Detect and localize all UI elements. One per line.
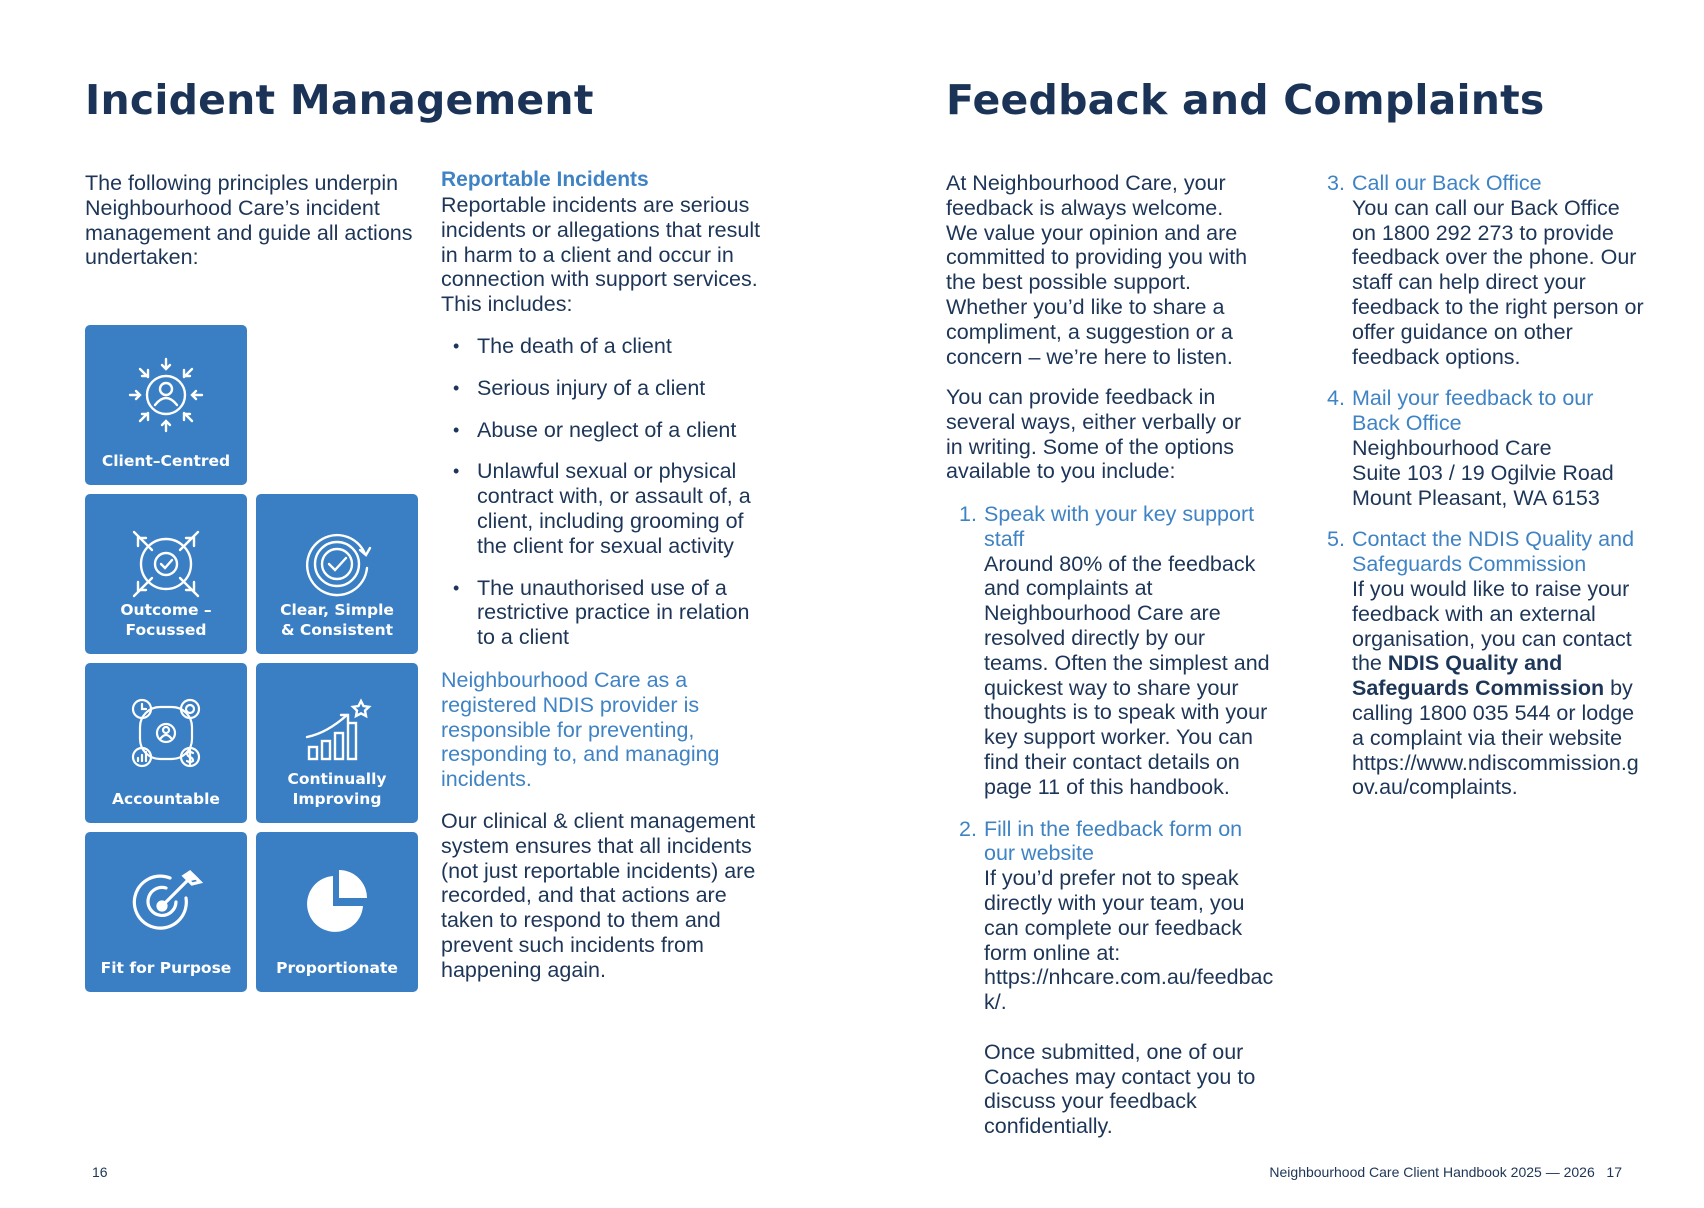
tile-label: Proportionate bbox=[276, 959, 398, 977]
footer-right bbox=[1000, 1164, 1622, 1180]
tile-label: Client–Centred bbox=[101, 452, 231, 470]
page-number-left: 16 bbox=[92, 1164, 108, 1180]
tile-outcome-focussed bbox=[85, 494, 247, 654]
accountable-icon bbox=[126, 693, 206, 773]
reportable-intro: Reportable incidents are serious incidents or allegations that result in harm to a client and occur in connection with support services. This includes: bbox=[441, 193, 761, 317]
tile-label: Clear, Simple & Consistent bbox=[280, 601, 394, 639]
outcome-focussed-icon bbox=[126, 524, 206, 604]
tile-clear-simple-consistent bbox=[256, 494, 418, 654]
option-title: Contact the NDIS Quality and Safeguards Commission bbox=[1352, 527, 1635, 577]
option-body-text: by calling 1800 035 544 or lodge a complaint via their website https://www.ndiscommission.gov.au/complaints. bbox=[1352, 676, 1639, 800]
feedback-option-5 bbox=[1314, 527, 1644, 800]
feedback-ways: You can provide feedback in several ways, either verbally or in writing. Some of the options available to you include: bbox=[946, 385, 1242, 484]
feedback-option-1 bbox=[946, 502, 1276, 800]
list-item: • Abuse or neglect of a client bbox=[441, 418, 771, 443]
reportable-incidents-heading: Reportable Incidents bbox=[441, 168, 649, 191]
ndis-provider-statement: Neighbourhood Care as a registered NDIS provider is responsible for preventing, responding to, and managing incidents. bbox=[441, 668, 720, 792]
option-body-text: If you would like to raise your feedback with an external organisation, you can contact the bbox=[1352, 576, 1632, 676]
tile-continually-improving bbox=[256, 663, 418, 823]
option-body bbox=[1352, 577, 1642, 800]
feedback-options-col2 bbox=[1314, 171, 1644, 817]
handbook-title: Neighbourhood Care Client Handbook 2025 — 2026 bbox=[1269, 1164, 1595, 1180]
option-title: Fill in the feedback form on our website bbox=[984, 816, 1243, 866]
client-centred-icon bbox=[126, 355, 206, 435]
list-item: • The unauthorised use of a restrictive practice in relation to a client bbox=[441, 576, 771, 650]
option-body: You can call our Back Office on 1800 292 273 to provide feedback over the phone. Our staff can help direct your feedback to the right person or offer guidance on other feedback options. bbox=[1352, 195, 1644, 369]
option-number: 5. bbox=[1327, 527, 1345, 552]
tile-label: Outcome – Focussed bbox=[120, 601, 212, 639]
tile-client-centred bbox=[85, 325, 247, 485]
page-number-right: 17 bbox=[1606, 1164, 1622, 1180]
incident-intro: The following principles underpin Neighbourhood Care’s incident management and guide all actions undertaken: bbox=[85, 171, 413, 270]
option-body: If you’d prefer not to speak directly with your team, you can complete our feedback form online at: https://nhcare.com.au/feedback/. Once submitted, one of our Coaches may contact you to discuss your feedback confidentially. bbox=[984, 866, 1274, 1139]
tile-accountable bbox=[85, 663, 247, 823]
option-title: Speak with your key support staff bbox=[984, 502, 1255, 551]
option-body: Around 80% of the feedback and complaints at Neighbourhood Care are resolved directly by our teams. Often the simplest and quickest way to share your thoughts is to speak with your key support worker. You can find their contact details on page 11 of this handbook. bbox=[984, 551, 1270, 799]
tile-label: Accountable bbox=[112, 790, 220, 808]
page-title-incident-management: Incident Management bbox=[85, 76, 594, 124]
tile-proportionate bbox=[256, 832, 418, 992]
option-number: 4. bbox=[1327, 386, 1345, 411]
option-number: 2. bbox=[959, 816, 977, 841]
option-body: Neighbourhood Care Suite 103 / 19 Ogilvie Road Mount Pleasant, WA 6153 bbox=[1352, 435, 1614, 510]
option-number: 3. bbox=[1327, 171, 1345, 195]
growth-chart-icon bbox=[297, 693, 377, 773]
list-item: • The death of a client bbox=[441, 334, 771, 359]
reportable-list bbox=[441, 334, 771, 667]
page-title-feedback-complaints: Feedback and Complaints bbox=[946, 76, 1545, 124]
ndis-commission-name: NDIS Quality and Safeguards Commission bbox=[1352, 651, 1605, 701]
feedback-option-4 bbox=[1314, 386, 1644, 510]
list-item: • Serious injury of a client bbox=[441, 376, 771, 401]
clear-simple-icon bbox=[297, 524, 377, 604]
feedback-option-2 bbox=[946, 817, 1276, 1139]
feedback-options-col1 bbox=[946, 502, 1276, 1156]
feedback-option-3 bbox=[1314, 171, 1644, 369]
tile-label: Continually Improving bbox=[287, 770, 387, 808]
option-number: 1. bbox=[959, 502, 977, 526]
pie-chart-icon bbox=[297, 862, 377, 942]
tile-fit-for-purpose bbox=[85, 832, 247, 992]
option-title: Call our Back Office bbox=[1352, 171, 1542, 195]
clinical-system-statement: Our clinical & client management system ensures that all incidents (not just reportable incidents) are recorded, and that actions are taken to respond to them and prevent such incidents from happening again. bbox=[441, 809, 756, 982]
feedback-intro: At Neighbourhood Care, your feedback is always welcome. We value your opinion and are committed to providing you with the best possible support. Whether you’d like to share a compliment, a suggestion or a concern – we’re here to listen. bbox=[946, 171, 1248, 369]
list-item: • Unlawful sexual or physical contract with, or assault of, a client, including grooming of the client for sexual activity bbox=[441, 459, 771, 558]
tile-label: Fit for Purpose bbox=[100, 959, 232, 977]
option-title: Mail your feedback to our Back Office bbox=[1352, 386, 1594, 436]
target-icon bbox=[126, 862, 206, 942]
